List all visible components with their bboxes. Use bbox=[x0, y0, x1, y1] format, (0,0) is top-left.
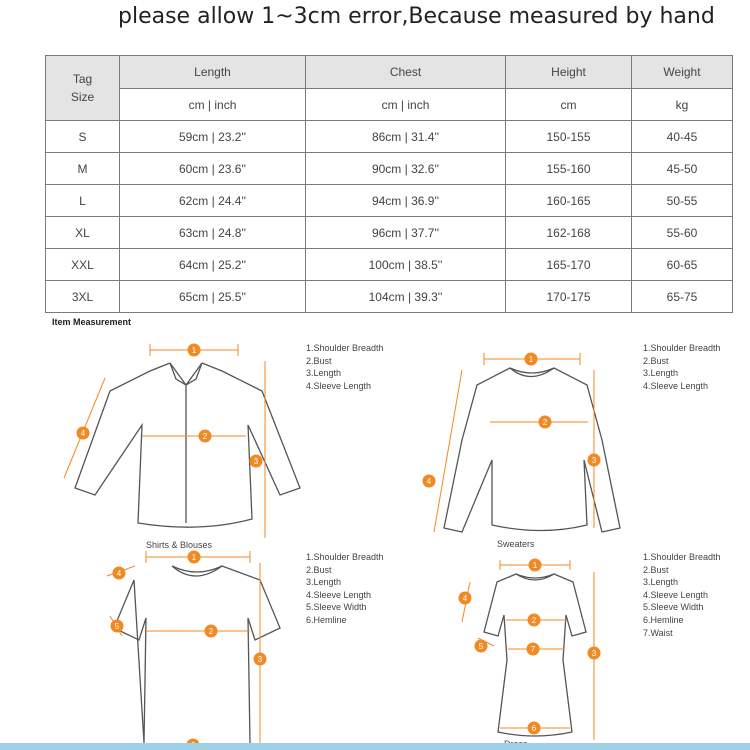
header-row bbox=[46, 56, 733, 89]
shirt-legend bbox=[306, 342, 384, 392]
svg-text:6: 6 bbox=[531, 724, 537, 733]
cell-size: L bbox=[46, 185, 120, 217]
legend-item: 2.Bust bbox=[306, 564, 332, 575]
cell-height: 160-165 bbox=[506, 185, 632, 217]
legend-item: 6.Hemline bbox=[643, 614, 684, 625]
svg-text:5: 5 bbox=[114, 622, 120, 631]
legend-item: 5.Sleeve Width bbox=[643, 602, 704, 613]
legend-item: 1.Shoulder Breadth bbox=[643, 343, 721, 353]
cell-height: 155-160 bbox=[506, 153, 632, 185]
legend-item: 1.Shoulder Breadth bbox=[306, 343, 384, 353]
banner bbox=[0, 0, 750, 40]
cell-size: S bbox=[46, 121, 120, 153]
svg-text:3: 3 bbox=[253, 457, 259, 466]
sweater-diagram bbox=[402, 340, 642, 540]
cell-size: M bbox=[46, 153, 120, 185]
legend-item: 1.Shoulder Breadth bbox=[306, 552, 384, 562]
svg-text:3: 3 bbox=[591, 456, 597, 465]
table-row bbox=[46, 185, 733, 217]
svg-text:4: 4 bbox=[426, 477, 432, 486]
legend-item: 4.Sleeve Length bbox=[306, 380, 372, 391]
cell-weight: 50-55 bbox=[632, 185, 733, 217]
marker-3 bbox=[250, 455, 263, 468]
legend-item: 3.Length bbox=[306, 577, 342, 588]
cell-weight: 60-65 bbox=[632, 249, 733, 281]
size-table bbox=[45, 55, 733, 313]
cell-length: 60cm | 23.6'' bbox=[120, 153, 306, 185]
table-row bbox=[46, 249, 733, 281]
svg-text:5: 5 bbox=[478, 642, 484, 651]
cell-chest: 104cm | 39.3'' bbox=[306, 281, 506, 313]
svg-text:2: 2 bbox=[542, 418, 548, 427]
shirt-caption: Shirts & Blouses bbox=[146, 540, 213, 550]
svg-text:2: 2 bbox=[202, 432, 208, 441]
cell-chest: 100cm | 38.5'' bbox=[306, 249, 506, 281]
sweater-caption: Sweaters bbox=[497, 539, 535, 549]
header-tag-size: Tag Size bbox=[46, 56, 120, 121]
marker-2 bbox=[199, 430, 212, 443]
legend-item: 2.Bust bbox=[306, 355, 332, 366]
marker-2 bbox=[539, 416, 552, 429]
unit-chest: cm | inch bbox=[306, 89, 506, 121]
marker-3 bbox=[254, 653, 267, 666]
cell-weight: 55-60 bbox=[632, 217, 733, 249]
svg-text:3: 3 bbox=[257, 655, 263, 664]
svg-text:1: 1 bbox=[191, 553, 197, 562]
svg-text:4: 4 bbox=[116, 569, 122, 578]
unit-weight: kg bbox=[632, 89, 733, 121]
measurement-lines bbox=[64, 344, 265, 538]
legend-item: 6.Hemline bbox=[306, 614, 347, 625]
header-weight: Weight bbox=[632, 56, 733, 89]
legend-item: 4.Sleeve Length bbox=[643, 380, 709, 391]
cell-length: 65cm | 25.5'' bbox=[120, 281, 306, 313]
dress-diagram bbox=[448, 560, 618, 743]
marker-7 bbox=[527, 643, 540, 656]
legend-item: 3.Length bbox=[306, 368, 342, 379]
cell-height: 162-168 bbox=[506, 217, 632, 249]
unit-height: cm bbox=[506, 89, 632, 121]
header-height: Height bbox=[506, 56, 632, 89]
cell-chest: 96cm | 37.7'' bbox=[306, 217, 506, 249]
svg-text:2: 2 bbox=[208, 627, 214, 636]
tshirt-diagram bbox=[100, 548, 300, 743]
marker-5 bbox=[111, 620, 124, 633]
header-length: Length bbox=[120, 56, 306, 89]
marker-4 bbox=[423, 475, 436, 488]
cell-chest: 90cm | 32.6'' bbox=[306, 153, 506, 185]
table-row bbox=[46, 153, 733, 185]
shirt-diagram bbox=[50, 333, 310, 551]
table-row bbox=[46, 281, 733, 313]
svg-text:2: 2 bbox=[531, 616, 537, 625]
svg-text:3: 3 bbox=[591, 649, 597, 658]
cell-weight: 65-75 bbox=[632, 281, 733, 313]
measurement-lines bbox=[434, 353, 594, 532]
item-measurement-title: Item Measurement bbox=[52, 317, 132, 327]
svg-text:1: 1 bbox=[532, 561, 538, 570]
banner-text: please allow 1~3cm error,Because measured by hand bbox=[118, 4, 715, 29]
svg-text:4: 4 bbox=[80, 429, 86, 438]
legend-item: 2.Bust bbox=[643, 564, 669, 575]
marker-1 bbox=[188, 551, 201, 564]
cell-chest: 94cm | 36.9'' bbox=[306, 185, 506, 217]
marker-4 bbox=[459, 592, 472, 605]
marker-2 bbox=[528, 614, 541, 627]
header-chest: Chest bbox=[306, 56, 506, 89]
legend-item: 2.Bust bbox=[643, 355, 669, 366]
svg-text:4: 4 bbox=[462, 594, 468, 603]
marker-4 bbox=[77, 427, 90, 440]
marker-3 bbox=[588, 647, 601, 660]
legend-item: 1.Shoulder Breadth bbox=[643, 552, 721, 562]
legend-item: 3.Length bbox=[643, 577, 679, 588]
table-row bbox=[46, 121, 733, 153]
dress-legend bbox=[643, 551, 721, 639]
cell-weight: 40-45 bbox=[632, 121, 733, 153]
cell-length: 59cm | 23.2'' bbox=[120, 121, 306, 153]
cell-size: XL bbox=[46, 217, 120, 249]
marker-1 bbox=[525, 353, 538, 366]
marker-5 bbox=[475, 640, 488, 653]
cell-size: XXL bbox=[46, 249, 120, 281]
svg-text:1: 1 bbox=[528, 355, 534, 364]
sweater-legend bbox=[643, 342, 721, 392]
table-row bbox=[46, 217, 733, 249]
cell-height: 150-155 bbox=[506, 121, 632, 153]
cell-length: 62cm | 24.4'' bbox=[120, 185, 306, 217]
cell-length: 64cm | 25.2'' bbox=[120, 249, 306, 281]
marker-2 bbox=[205, 625, 218, 638]
shirt-outline bbox=[75, 363, 300, 527]
marker-6 bbox=[528, 722, 541, 735]
legend-item: 4.Sleeve Length bbox=[643, 589, 709, 600]
cell-length: 63cm | 24.8'' bbox=[120, 217, 306, 249]
cell-chest: 86cm | 31.4'' bbox=[306, 121, 506, 153]
tshirt-legend bbox=[306, 551, 384, 627]
legend-item: 7.Waist bbox=[643, 627, 673, 638]
svg-text:1: 1 bbox=[191, 346, 197, 355]
cell-height: 165-170 bbox=[506, 249, 632, 281]
units-row bbox=[46, 89, 733, 121]
marker-1 bbox=[188, 344, 201, 357]
marker-4 bbox=[113, 567, 126, 580]
unit-length: cm | inch bbox=[120, 89, 306, 121]
legend-item: 4.Sleeve Length bbox=[306, 589, 372, 600]
svg-text:7: 7 bbox=[530, 645, 536, 654]
tshirt-outline bbox=[114, 566, 280, 743]
legend-item: 3.Length bbox=[643, 368, 679, 379]
marker-3 bbox=[588, 454, 601, 467]
measurement-lines bbox=[107, 551, 260, 743]
marker-1 bbox=[529, 559, 542, 572]
cell-height: 170-175 bbox=[506, 281, 632, 313]
cell-weight: 45-50 bbox=[632, 153, 733, 185]
cell-size: 3XL bbox=[46, 281, 120, 313]
bottom-bar bbox=[0, 743, 750, 750]
legend-item: 5.Sleeve Width bbox=[306, 602, 367, 613]
